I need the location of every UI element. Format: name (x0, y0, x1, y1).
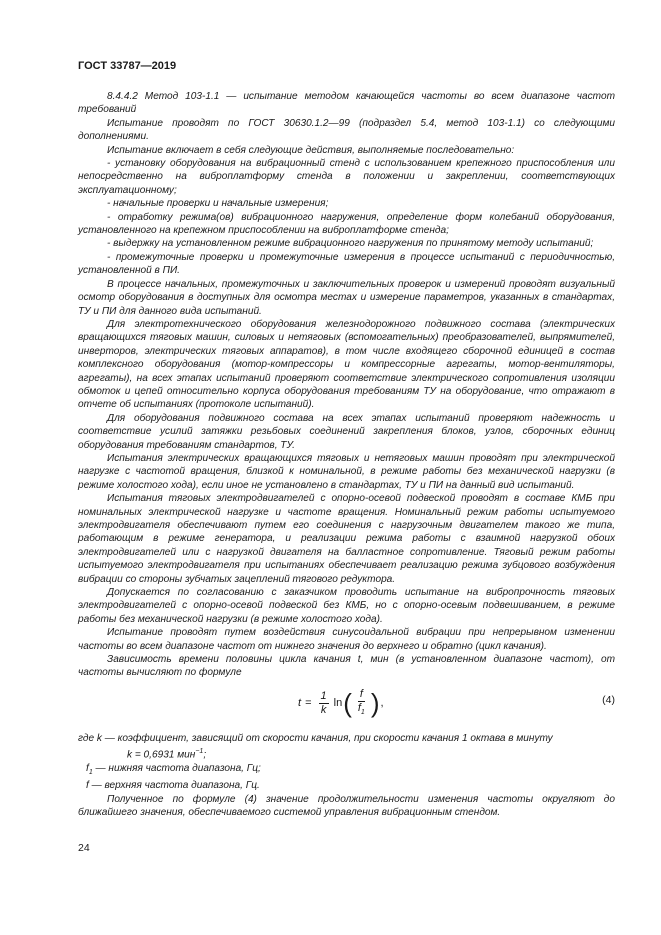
list-item: - промежуточные проверки и промежуточные измерения в процессе испытаний с периодичностью, установленной в ПИ. (78, 251, 615, 277)
formula-equals: = (305, 696, 312, 709)
list-item: - выдержку на установленном режиме вибрационного нагружения по принятому методу испытаний; (107, 238, 594, 250)
paragraph: Испытание проводят по ГОСТ 30630.1.2—99 (подраздел 5.4, метод 103-1.1) со следующими дополнениями. (78, 117, 615, 143)
document-header: ГОСТ 33787—2019 (78, 60, 177, 72)
fraction-numerator: f (359, 687, 363, 700)
fraction-one-over-k (319, 690, 329, 717)
paragraph: Для оборудования подвижного состава на всех этапах испытаний проверяют надежность и соответствие усилий затяжки резьбовых соединений закрепления блоков, узлов, сборочных единиц оборудования требованиям стандартов, ТУ. (78, 412, 615, 451)
left-paren-icon: ( (343, 688, 352, 719)
f1-definition-text: — нижняя частота диапазона, Гц; (92, 763, 261, 775)
paragraph: Допускается по согласованию с заказчиком проводить испытание на вибропрочность тяговых электродвигателей с опорно-осевой подвеской без КМБ, но с опорно-осевым подвешиванием, в режиме работы без механической нагрузки (в режиме холостого хода). (78, 587, 615, 625)
k-value-text: k = 0,6931 мин (127, 749, 196, 761)
ln-operator: ln (333, 696, 343, 709)
definition-f1 (78, 762, 615, 779)
f1-symbol: f (86, 763, 89, 775)
list-item: - установку оборудования на вибрационный стенд с использованием крепежного приспособления или непосредственно на виброплатформу стенда в положении и закреплении, соответствующих эксплуатационному; (78, 158, 615, 196)
k-value-suffix: ; (203, 749, 207, 761)
formula (298, 688, 384, 719)
formula-lhs: t (298, 696, 302, 709)
page-number: 24 (78, 842, 90, 854)
paragraph: В процессе начальных, промежуточных и заключительных проверок и измерений проводят визуальный осмотр оборудования в доступных для осмотра местах и измерение параметров, указанных в стандартах, ТУ и ПИ для данного вида испытаний. (78, 278, 615, 317)
formula-comma: , (380, 696, 384, 709)
right-paren-icon: ) (370, 688, 380, 719)
list-item: - отработку режима(ов) вибрационного нагружения, определение форм колебаний оборудования, установленного на крепежном приспособлении на виброплатформе стенда; (78, 211, 615, 237)
where-k-value (78, 745, 615, 762)
k-value-exponent: −1 (195, 748, 204, 756)
f1-subscript: 1 (88, 769, 93, 777)
paragraph: Испытание проводят путем воздействия синусоидальной вибрации при непрерывном изменении частоты во всем диапазоне частот от нижнего значения до верхнего и обратно (цикл качания). (78, 627, 615, 652)
denominator-symbol: f (357, 701, 361, 714)
paragraph: Полученное по формуле (4) значение продолжительности изменения частоты округляют до ближайшего значения, обеспечиваемого системой управления вибрационным стендом. (78, 793, 615, 819)
fraction-denominator: k (320, 703, 327, 716)
paragraph: Зависимость времени половины цикла качания t, мин (в установленном диапазоне частот), от частоты вычисляют по формуле (78, 654, 615, 679)
definition-f: f — верхняя частота диапазона, Гц. (86, 780, 260, 792)
page-body (78, 90, 615, 820)
formula-block (78, 682, 615, 732)
list-item: - начальные проверки и начальные измерения; (107, 198, 329, 210)
fraction-numerator: 1 (320, 689, 327, 702)
paragraph: Для электротехнического оборудования железнодорожного подвижного состава (электрических вращающихся тяговых машин, силовых и нетяговых (вспомогательных) преобразователей, выпрямителей, инверторов, электрических тяговых аппаратов), в том числе входящего сборочной единицей в состав комплексного оборудования (мотор-компрессоры и компрессорные агрегаты, мотор-вентиляторы, агрегаты), на всех этапах испытаний проверяют соответствие электрического сопротивления изоляции обмоток и цепей относительно корпуса оборудования требованиям ТУ на оборудование, что отражают в отчете об испытаниях (протоколе испытаний). (78, 318, 615, 411)
paragraph: Испытание включает в себя следующие действия, выполняемые последовательно: (107, 144, 515, 156)
fraction-denominator (356, 702, 367, 719)
section-heading-8-4-4-2: 8.4.4.2 Метод 103-1.1 — испытание методом качающейся частоты во всем диапазоне частот требований (78, 91, 615, 116)
paragraph: Испытания электрических вращающихся тяговых и нетяговых машин проводят при электрической нагрузке с частотой вращения, близкой к номинальной, в режиме работы без механической нагрузки (в режиме холостого хода), если иное не установлено в стандартах, ТУ и ПИ на данный вид испытаний. (78, 452, 615, 491)
equation-number: (4) (602, 693, 615, 706)
fraction-f-over-f1 (356, 688, 367, 719)
where-clause: где k — коэффициент, зависящий от скорости качания, при скорости качания 1 октава в минуту (78, 732, 553, 744)
denominator-subscript: 1 (360, 709, 365, 717)
paragraph: Испытания тяговых электродвигателей с опорно-осевой подвеской проводят в составе КМБ при номинальных электрической нагрузке и частоте вращения. Номинальный режим работы испытуемого электродвигателя обеспечивают путем его соединения с нагрузочным двигателем такого же типа, работающим в режиме генератора, и реализации режима работы с взаимной нагрузкой обоих электродвигателей или с нагрузкой двигателя на балластное сопротивление. Тяговый режим работы испытуемого электродвигателя при испытаниях обеспечивает реализацию режима зубцового возбуждения вибрации со стороны зубчатых зацеплений тягового редуктора. (78, 493, 615, 585)
